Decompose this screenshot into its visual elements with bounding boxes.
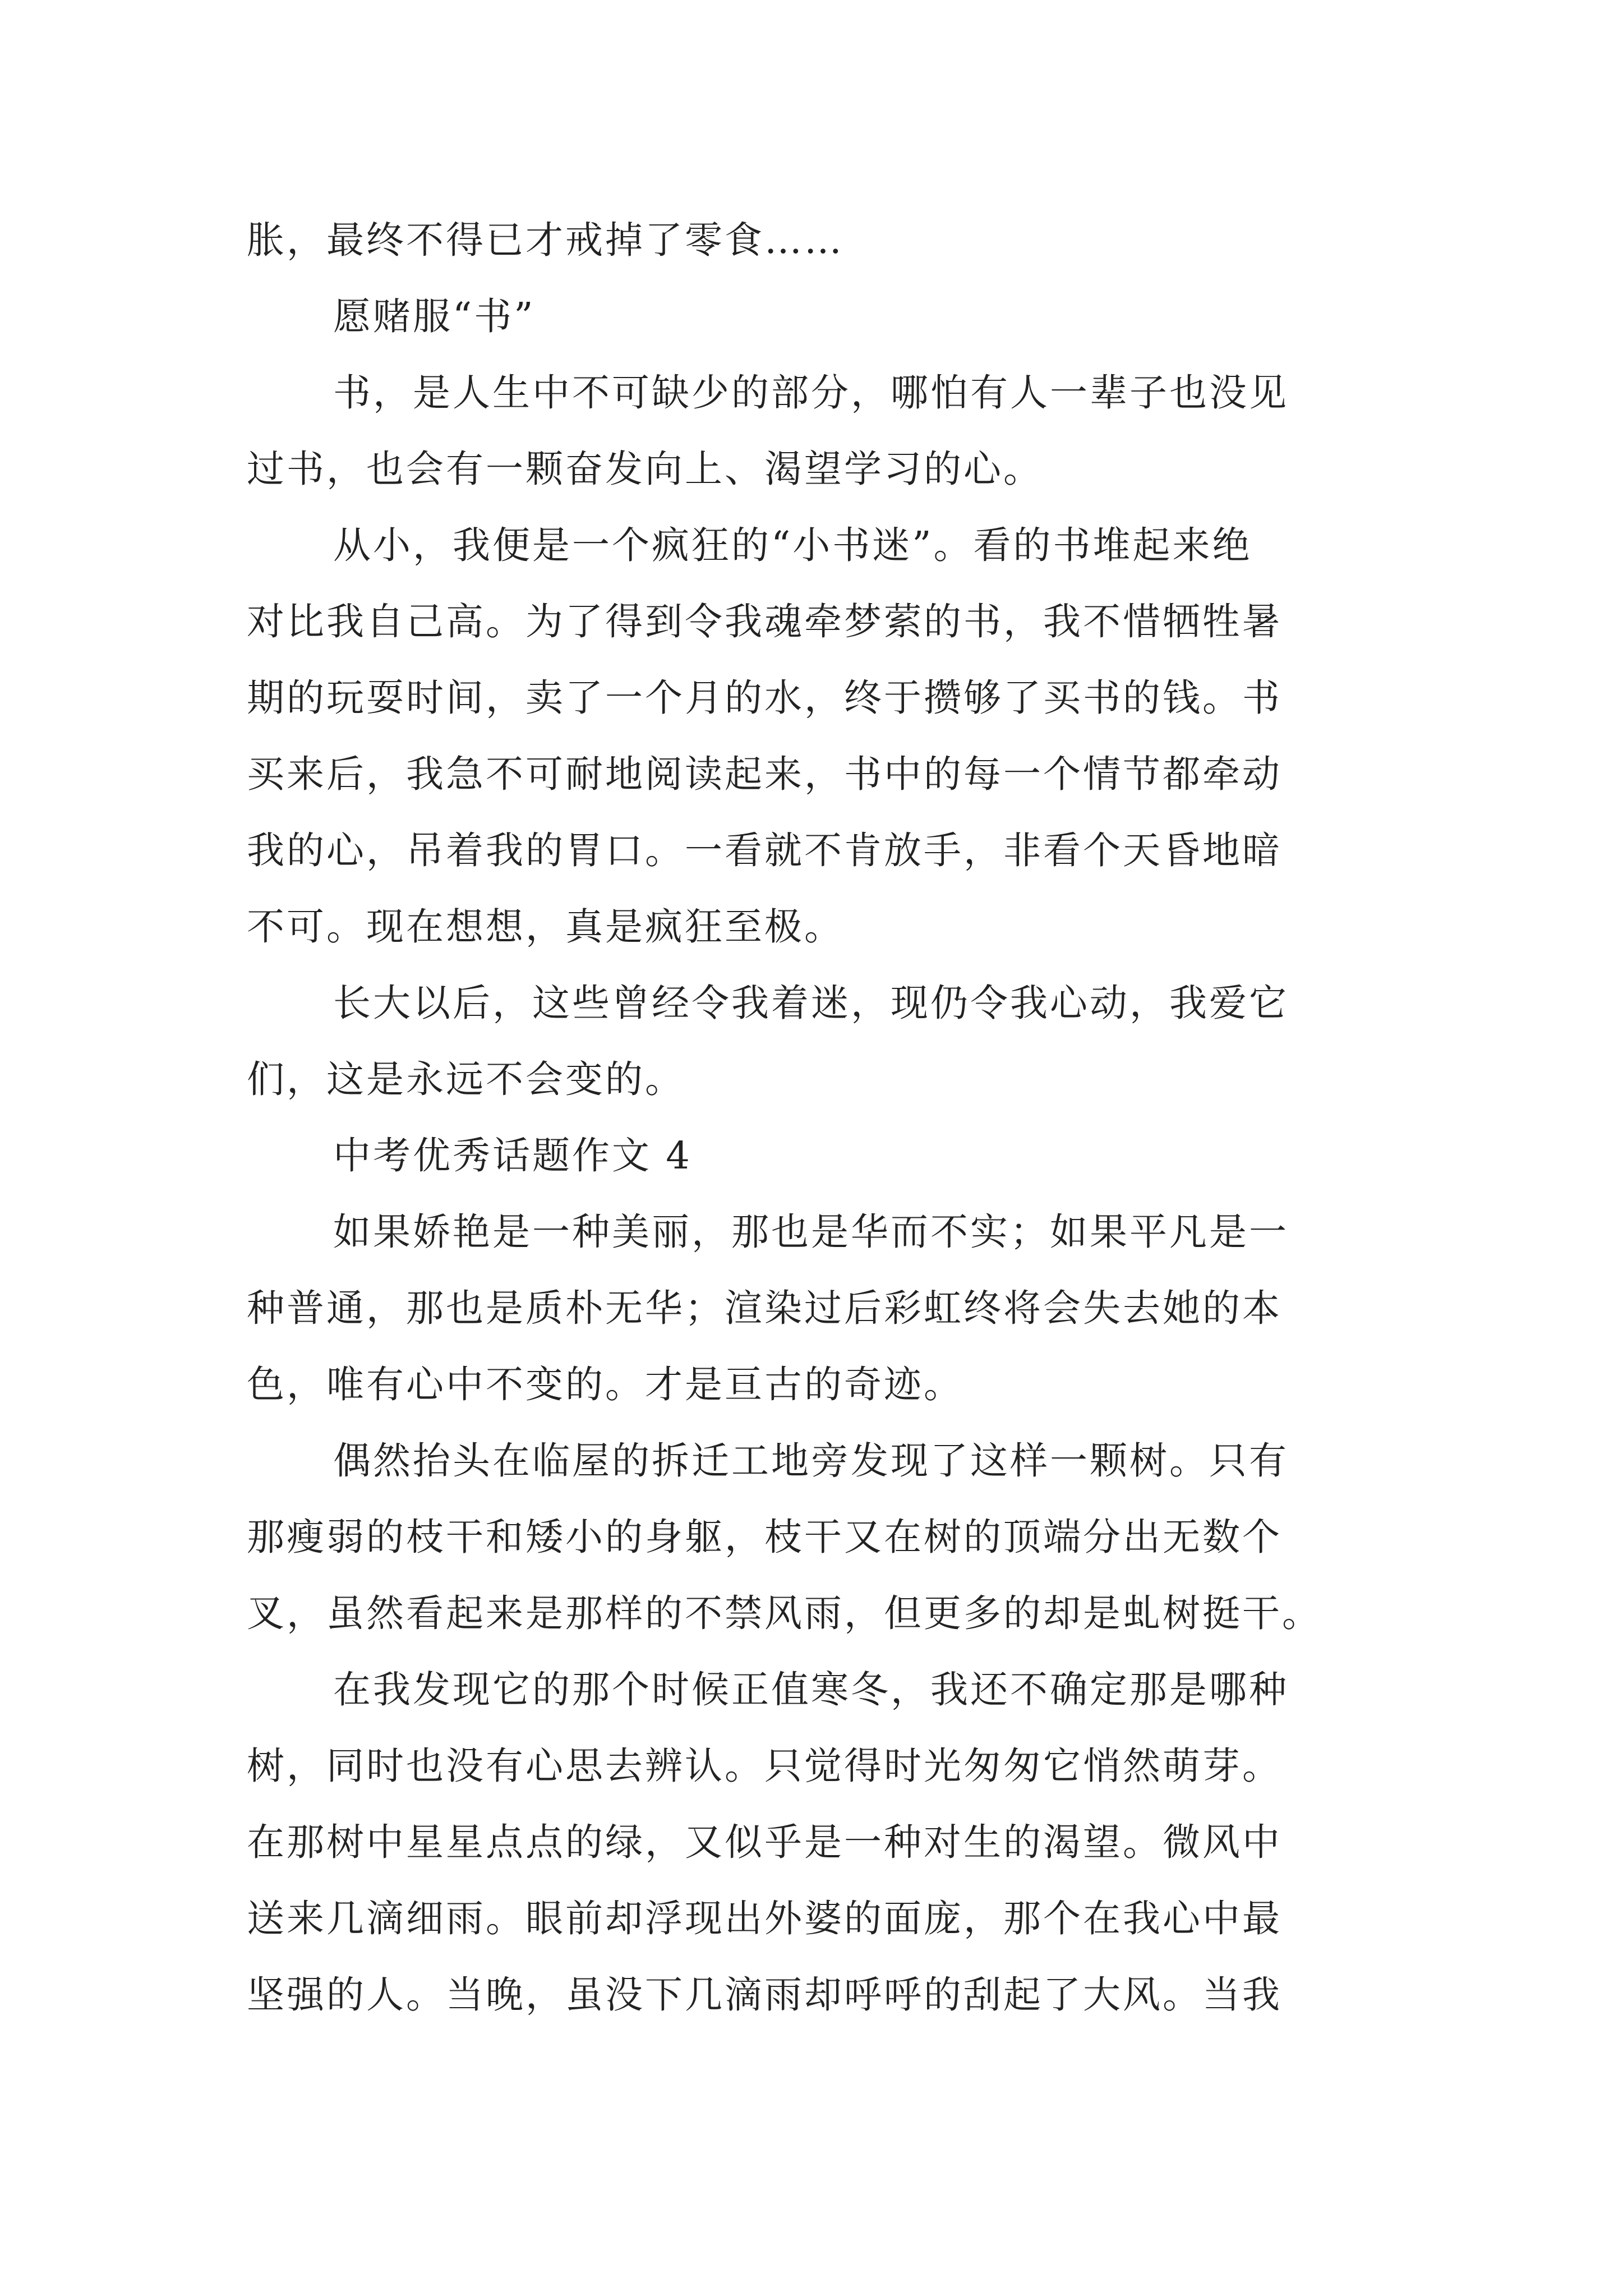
text-line: 树，同时也没有心思去辨认。只觉得时光匆匆它悄然萌芽。: [247, 1744, 1282, 1788]
text-line: 过书，也会有一颗奋发向上、渴望学习的心。: [247, 447, 1043, 491]
text-line: 在那树中星星点点的绿，又似乎是一种对生的渴望。微风中: [247, 1820, 1282, 1864]
text-line: 在我发现它的那个时候正值寒冬，我还不确定那是哪种: [333, 1668, 1289, 1711]
text-line: 不可。现在想想，真是疯狂至极。: [247, 905, 844, 949]
text-line: 色，唯有心中不变的。才是亘古的奇迹。: [247, 1363, 963, 1406]
text-line: 胀，最终不得已才戒掉了零食……: [247, 218, 844, 262]
text-line: 叉，虽然看起来是那样的不禁风雨，但更多的却是虬树挺干。: [247, 1591, 1322, 1635]
text-line: 买来后，我急不可耐地阅读起来，书中的每一个情节都牵动: [247, 752, 1282, 796]
text-line: 长大以后，这些曾经令我着迷，现仍令我心动，我爱它: [333, 981, 1289, 1025]
text-line: 那瘦弱的枝干和矮小的身躯，枝干又在树的顶端分出无数个: [247, 1515, 1282, 1559]
text-line: 种普通，那也是质朴无华；渲染过后彩虹终将会失去她的本: [247, 1286, 1282, 1330]
text-line: 如果娇艳是一种美丽，那也是华而不实；如果平凡是一: [333, 1210, 1289, 1254]
section-heading: 中考优秀话题作文 4: [333, 1134, 692, 1177]
text-line: 我的心，吊着我的胃口。一看就不肯放手，非看个天昏地暗: [247, 829, 1282, 872]
text-line: 们，这是永远不会变的。: [247, 1057, 685, 1101]
text-line: 送来几滴细雨。眼前却浮现出外婆的面庞，那个在我心中最: [247, 1897, 1282, 1940]
text-line: 书，是人生中不可缺少的部分，哪怕有人一辈子也没见: [333, 371, 1289, 415]
text-line: 期的玩耍时间，卖了一个月的水，终于攒够了买书的钱。书: [247, 676, 1282, 720]
section-heading: 愿赌服“书”: [333, 295, 536, 338]
document-body: [247, 202, 1391, 2033]
text-line: 坚强的人。当晚，虽没下几滴雨却呼呼的刮起了大风。当我: [247, 1973, 1282, 2017]
text-line: 对比我自己高。为了得到令我魂牵梦萦的书，我不惜牺牲暑: [247, 600, 1282, 643]
text-line: 偶然抬头在临屋的拆迁工地旁发现了这样一颗树。只有: [333, 1439, 1289, 1483]
text-line: 从小，我便是一个疯狂的“小书迷”。看的书堆起来绝: [333, 523, 1252, 567]
